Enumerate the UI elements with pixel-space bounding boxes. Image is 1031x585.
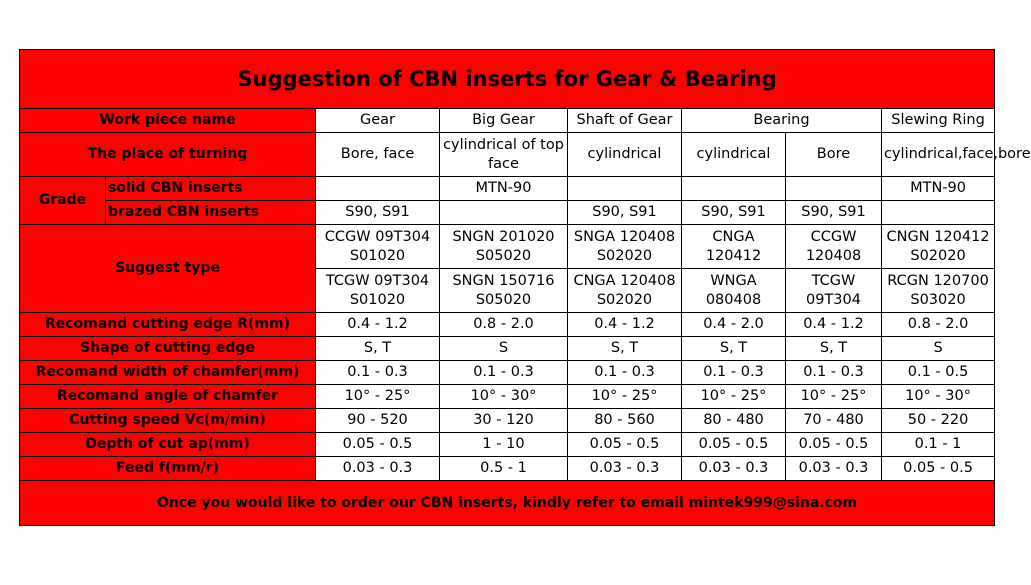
row-label-suggest-type: Suggest type — [20, 225, 316, 313]
shape-cell: S, T — [568, 337, 682, 361]
speed-cell: 80 - 480 — [682, 409, 786, 433]
chamfer-width-cell: 0.1 - 0.3 — [682, 361, 786, 385]
chamfer-width-cell: 0.1 - 0.5 — [882, 361, 995, 385]
grade-brazed-cell: S90, S91 — [316, 201, 440, 225]
place-cell: cylindrical — [682, 133, 786, 177]
feed-cell: 0.05 - 0.5 — [882, 457, 995, 481]
suggest-type-cell: CCGW 09T304 S01020 — [316, 225, 440, 269]
suggest-type-cell: SNGN 150716 S05020 — [440, 269, 568, 313]
row-label-speed: Cutting speed Vc(m/min) — [20, 409, 316, 433]
speed-cell: 80 - 560 — [568, 409, 682, 433]
suggest-type-cell: WNGA 080408 — [682, 269, 786, 313]
grade-brazed-cell — [882, 201, 995, 225]
depth-cell: 1 - 10 — [440, 433, 568, 457]
grade-brazed-cell: S90, S91 — [568, 201, 682, 225]
chamfer-width-cell: 0.1 - 0.3 — [440, 361, 568, 385]
cutting-edge-r-cell: 0.4 - 2.0 — [682, 313, 786, 337]
cutting-edge-r-cell: 0.4 - 1.2 — [568, 313, 682, 337]
suggest-type-cell: SNGN 201020 S05020 — [440, 225, 568, 269]
work-piece-gear: Gear — [316, 109, 440, 133]
suggest-type-cell: SNGA 120408 S02020 — [568, 225, 682, 269]
speed-cell: 30 - 120 — [440, 409, 568, 433]
feed-cell: 0.5 - 1 — [440, 457, 568, 481]
suggest-type-cell: CNGA 120408 S02020 — [568, 269, 682, 313]
suggest-type-cell: TCGW 09T304 — [786, 269, 882, 313]
suggest-type-cell: CNGN 120412 S02020 — [882, 225, 995, 269]
place-cell: Bore, face — [316, 133, 440, 177]
feed-cell: 0.03 - 0.3 — [786, 457, 882, 481]
feed-cell: 0.03 - 0.3 — [316, 457, 440, 481]
row-label-grade-solid: solid CBN inserts — [106, 177, 316, 201]
grade-brazed-cell — [440, 201, 568, 225]
row-label-grade-brazed: brazed CBN inserts — [106, 201, 316, 225]
work-piece-slewing-ring: Slewing Ring — [882, 109, 995, 133]
grade-solid-cell — [682, 177, 786, 201]
chamfer-width-cell: 0.1 - 0.3 — [316, 361, 440, 385]
grade-solid-cell: MTN-90 — [440, 177, 568, 201]
suggest-type-cell: TCGW 09T304 S01020 — [316, 269, 440, 313]
chamfer-width-cell: 0.1 - 0.3 — [568, 361, 682, 385]
row-label-depth: Depth of cut ap(mm) — [20, 433, 316, 457]
row-label-chamfer-angle: Recomand angle of chamfer — [20, 385, 316, 409]
place-cell: cylindrical of top face — [440, 133, 568, 177]
place-cell: cylindrical — [568, 133, 682, 177]
work-piece-shaft: Shaft of Gear — [568, 109, 682, 133]
chamfer-angle-cell: 10° - 25° — [682, 385, 786, 409]
row-label-grade: Grade — [20, 177, 106, 225]
chamfer-angle-cell: 10° - 25° — [786, 385, 882, 409]
chamfer-angle-cell: 10° - 30° — [882, 385, 995, 409]
depth-cell: 0.05 - 0.5 — [316, 433, 440, 457]
work-piece-big-gear: Big Gear — [440, 109, 568, 133]
cutting-edge-r-cell: 0.4 - 1.2 — [786, 313, 882, 337]
grade-solid-cell — [568, 177, 682, 201]
cbn-suggestion-sheet — [19, 49, 1031, 526]
shape-cell: S, T — [682, 337, 786, 361]
chamfer-angle-cell: 10° - 30° — [440, 385, 568, 409]
place-cell: cylindrical,face,bore — [882, 133, 995, 177]
cbn-suggestion-table — [19, 49, 1031, 526]
cutting-edge-r-cell: 0.8 - 2.0 — [882, 313, 995, 337]
table-title: Suggestion of CBN inserts for Gear & Bearing — [20, 50, 995, 109]
feed-cell: 0.03 - 0.3 — [568, 457, 682, 481]
shape-cell: S — [882, 337, 995, 361]
footer-note: Once you would like to order our CBN inserts, kindly refer to email mintek999@sina.com — [20, 481, 995, 526]
depth-cell: 0.05 - 0.5 — [682, 433, 786, 457]
suggest-type-cell: CCGW 120408 — [786, 225, 882, 269]
chamfer-angle-cell: 10° - 25° — [568, 385, 682, 409]
suggest-type-cell: CNGA 120412 — [682, 225, 786, 269]
chamfer-angle-cell: 10° - 25° — [316, 385, 440, 409]
shape-cell: S — [440, 337, 568, 361]
speed-cell: 50 - 220 — [882, 409, 995, 433]
row-label-place: The place of turning — [20, 133, 316, 177]
depth-cell: 0.05 - 0.5 — [786, 433, 882, 457]
depth-cell: 0.05 - 0.5 — [568, 433, 682, 457]
place-cell: Bore — [786, 133, 882, 177]
row-label-shape: Shape of cutting edge — [20, 337, 316, 361]
row-label-cutting-edge-r: Recomand cutting edge R(mm) — [20, 313, 316, 337]
shape-cell: S, T — [316, 337, 440, 361]
suggest-type-cell: RCGN 120700 S03020 — [882, 269, 995, 313]
grade-brazed-cell: S90, S91 — [786, 201, 882, 225]
grade-solid-cell — [316, 177, 440, 201]
row-label-chamfer-width: Recomand width of chamfer(mm) — [20, 361, 316, 385]
feed-cell: 0.03 - 0.3 — [682, 457, 786, 481]
row-label-feed: Feed f(mm/r) — [20, 457, 316, 481]
speed-cell: 90 - 520 — [316, 409, 440, 433]
cutting-edge-r-cell: 0.4 - 1.2 — [316, 313, 440, 337]
shape-cell: S, T — [786, 337, 882, 361]
grade-solid-cell: MTN-90 — [882, 177, 995, 201]
work-piece-bearing: Bearing — [682, 109, 882, 133]
chamfer-width-cell: 0.1 - 0.3 — [786, 361, 882, 385]
grade-brazed-cell: S90, S91 — [682, 201, 786, 225]
speed-cell: 70 - 480 — [786, 409, 882, 433]
row-label-work-piece: Work piece name — [20, 109, 316, 133]
grade-solid-cell — [786, 177, 882, 201]
cutting-edge-r-cell: 0.8 - 2.0 — [440, 313, 568, 337]
depth-cell: 0.1 - 1 — [882, 433, 995, 457]
